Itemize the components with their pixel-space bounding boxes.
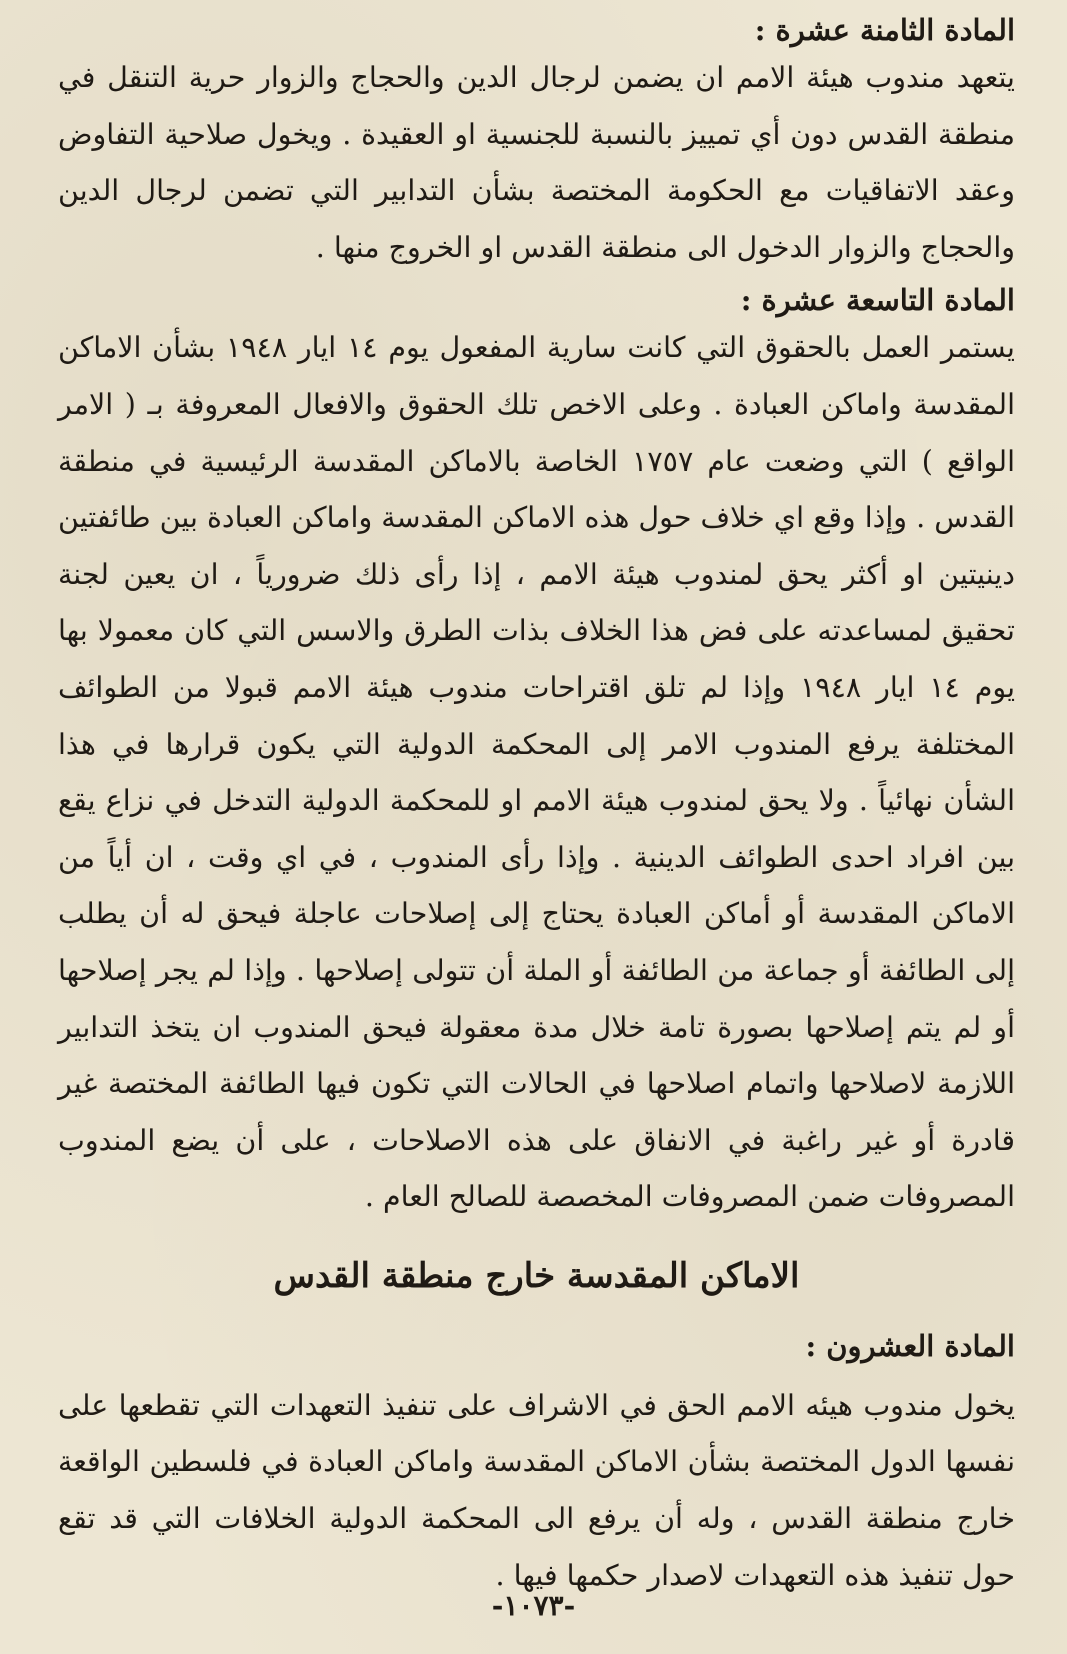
- article-19-text: يستمر العمل بالحقوق التي كانت سارية المفعول يوم ١٤ ايار ١٩٤٨ بشأن الاماكن المقدسة واماكن العبادة . وعلى الاخص تلك الحقوق والافعال المعروفة بـ ( الامر الواقع ) التي وضعت عام ١٧٥٧ الخاصة بالاماكن المقدسة الرئيسية في منطقة القدس . وإذا وقع اي خلاف حول هذه الاماكن المقدسة واماكن العبادة بين طائفتين دينيتين او أكثر يحق لمندوب هيئة الامم ، إذا رأى ذلك ضرورياً ، ان يعين لجنة تحقيق لمساعدته على فض هذا الخلاف بذات الطرق والاسس التي كان معمولا بها يوم ١٤ ايار ١٩٤٨ وإذا لم تلق اقتراحات مندوب هيئة الامم قبولا من الطوائف المختلفة يرفع المندوب الامر إلى المحكمة الدولية التي يكون قرارها في هذا الشأن نهائياً . ولا يحق لمندوب هيئة الامم او للمحكمة الدولية التدخل في نزاع يقع بين افراد احدى الطوائف الدينية . وإذا رأى المندوب ، في اي وقت ، ان أياً من الاماكن المقدسة أو أماكن العبادة يحتاج إلى إصلاحات عاجلة فيحق له أن يطلب إلى الطائفة أو جماعة من الطائفة أو الملة أن تتولى إصلاحها . وإذا لم يجر إصلاحها أو لم يتم إصلاحها بصورة تامة خلال مدة معقولة فيحق المندوب ان يتخذ التدابير اللازمة لاصلاحها واتمام اصلاحها في الحالات التي تكون فيها الطائفة المختصة غير قادرة أو غير راغبة في الانفاق على هذه الاصلاحات ، على أن يضع المندوب المصروفات ضمن المصروفات المخصصة للصالح العام .: [58, 331, 1016, 1214]
- article-18-text: يتعهد مندوب هيئة الامم ان يضمن لرجال الدين والحجاج والزوار حرية التنقل في منطقة القدس دون أي تمييز بالنسبة للجنسية او العقيدة . ويخول صلاحية التفاوض وعقد الاتفاقيات مع الحكومة المختصة بشأن التدابير التي تضمن لرجال الدين والحجاج والزوار الدخول الى منطقة القدس او الخروج منها .: [58, 61, 1015, 264]
- section-title: الاماكن المقدسة خارج منطقة القدس: [273, 1255, 800, 1296]
- article-20-text: يخول مندوب هيئه الامم الحق في الاشراف على تنفيذ التعهدات التي تقطعها على نفسها الدول المختصة بشأن الاماكن المقدسة واماكن العبادة في فلسطين الواقعة خارج منطقة القدس ، وله أن يرفع الى المحكمة الدولية الخلافات التي قد تقع حول تنفيذ هذه التعهدات لاصدار حكمها فيها .: [58, 1388, 1015, 1592]
- article-18-heading: المادة الثامنة عشرة :: [754, 13, 1015, 47]
- article-20-heading: المادة العشرون :: [805, 1328, 1015, 1363]
- page-number: -١٠٧٣-: [491, 1589, 576, 1622]
- article-19-heading: المادة التاسعة عشرة :: [740, 283, 1015, 318]
